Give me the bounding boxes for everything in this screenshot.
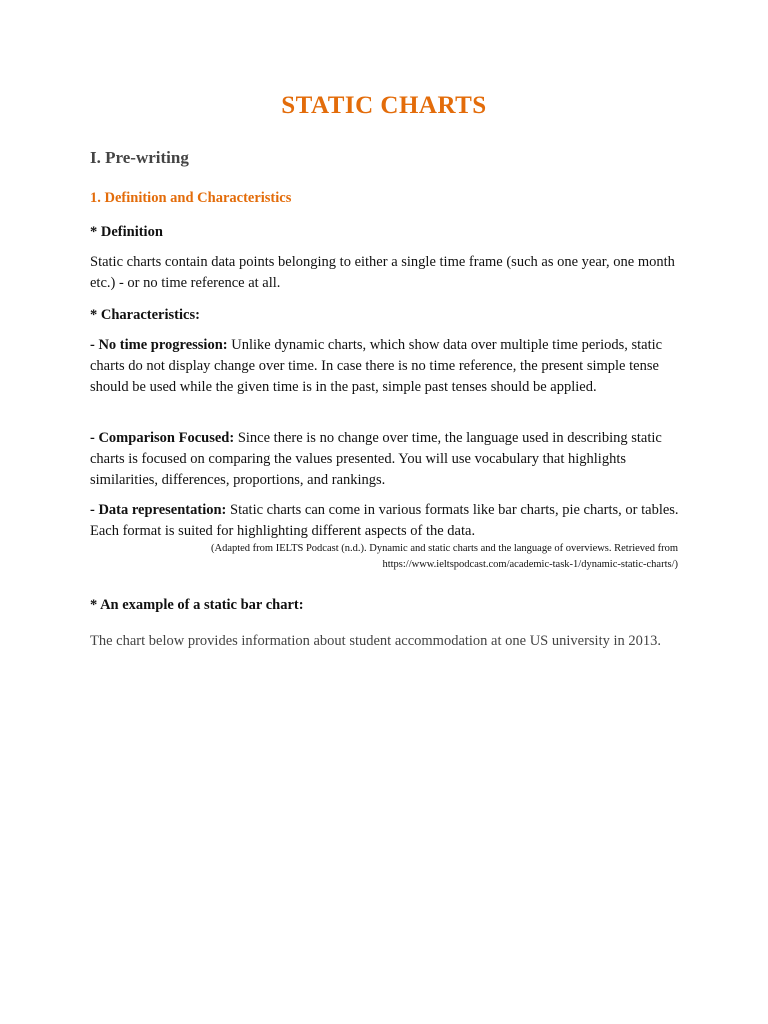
definition-text: Static charts contain data points belonging to either a single time frame (such as one year, one month etc.) - or no time reference at all. [90, 254, 675, 291]
section-heading: I. Pre-writing [90, 148, 189, 167]
characteristic-time-progression [90, 335, 680, 398]
characteristic-data-representation [90, 500, 680, 542]
characteristic-label: - Data representation: [90, 502, 227, 518]
characteristic-text: Since there is no change over time, the language used in describing static charts is focused on comparing the values presented. You will use vocabulary that highlights similarities, differences, proportions, and rankings. [90, 430, 662, 488]
subsection-heading: 1. Definition and Characteristics [90, 190, 292, 206]
citation-url: https://www.ieltspodcast.com/academic-task-1/dynamic-static-charts/) [382, 559, 678, 570]
characteristic-label: - Comparison Focused: [90, 430, 235, 446]
citation [90, 541, 678, 573]
definition-heading: * Definition [90, 224, 163, 240]
characteristic-text: Static charts can come in various formats like bar charts, pie charts, or tables. Each format is suited for highlighting different aspects of the data. [90, 502, 679, 539]
characteristic-label: - No time progression: [90, 337, 228, 353]
characteristic-comparison-focused [90, 428, 680, 491]
page-title: STATIC CHARTS [281, 92, 487, 119]
citation-line: (Adapted from IELTS Podcast (n.d.). Dynamic and static charts and the language of overviews. Retrieved from [210, 543, 678, 554]
example-heading: * An example of a static bar chart: [90, 597, 304, 613]
example-intro-text: The chart below provides information about student accommodation at one US university in 2013. [90, 633, 662, 649]
characteristics-heading: * Characteristics: [90, 307, 200, 323]
characteristic-text: Unlike dynamic charts, which show data over multiple time periods, static charts do not display change over time. In case there is no time reference, the present simple tense should be used while the given time is in the past, simple past tenses should be applied. [90, 337, 663, 395]
